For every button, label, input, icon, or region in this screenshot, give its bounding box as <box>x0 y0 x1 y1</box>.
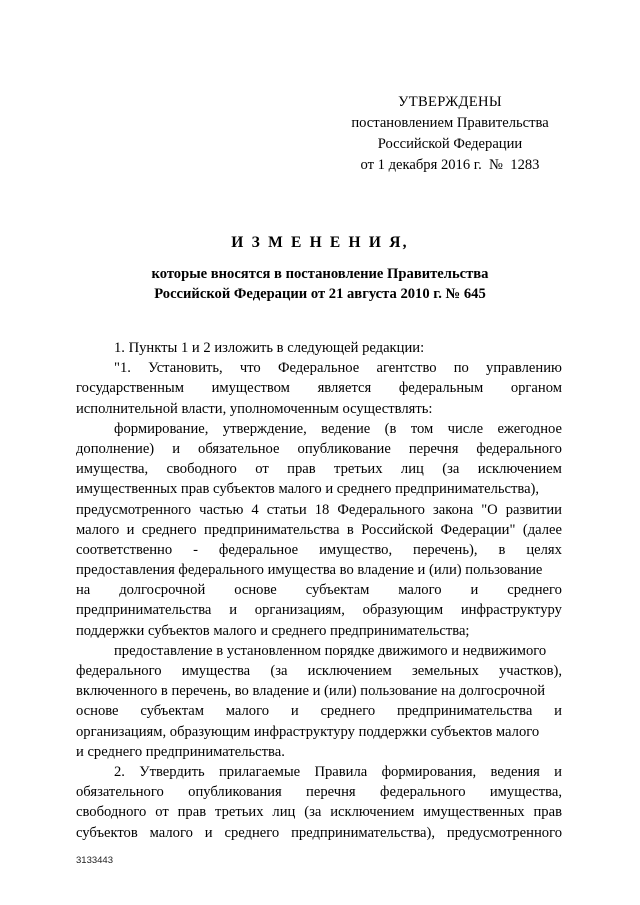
word: инфраструктуру <box>460 602 562 619</box>
word: обязательное <box>198 440 280 457</box>
word: Установить, <box>148 360 223 377</box>
word: перечня <box>408 440 459 457</box>
body-line <box>76 540 562 560</box>
body-line <box>76 459 562 479</box>
body-line <box>76 762 562 782</box>
word: предусмотренного <box>446 824 562 841</box>
word: опубликование <box>297 440 391 457</box>
word: развитии <box>505 501 562 518</box>
word: среднего <box>141 521 197 538</box>
word: субъектам <box>140 703 204 720</box>
word: (за <box>442 461 460 478</box>
word: предпринимательства <box>76 602 212 619</box>
word: формирование, <box>114 420 209 437</box>
word: федеральное <box>218 541 299 558</box>
word: участков), <box>498 663 562 679</box>
word: перечня <box>306 784 356 801</box>
word: прав <box>177 804 207 821</box>
body-line <box>76 661 562 681</box>
word: управлению <box>486 360 562 377</box>
body-line: и среднего предпринимательства. <box>76 743 285 760</box>
word: опубликования <box>188 784 282 801</box>
approval-title: УТВЕРЖДЕНЫ <box>398 94 502 110</box>
body-line <box>76 782 562 802</box>
word: прилагаемые <box>218 763 301 780</box>
word: агентство <box>376 360 437 377</box>
approval-date: от 1 декабря 2016 г. № 1283 <box>360 157 540 173</box>
word: том <box>410 420 434 437</box>
document-subtitle-line-2: Российской Федерации от 21 августа 2010 г. № 645 <box>154 286 486 302</box>
body-line: предоставления федерального имущества во владение и (или) пользование <box>76 562 543 579</box>
word: утверждение, <box>222 420 307 437</box>
word: ведения <box>490 763 540 780</box>
word: федерального <box>76 663 162 679</box>
word: исключением <box>307 663 392 679</box>
word: и <box>554 703 562 720</box>
body-line <box>76 600 562 620</box>
body-line <box>76 378 562 398</box>
document-title: И З М Е Н Е Н И Я, <box>231 234 409 251</box>
document-code: 3133443 <box>76 855 113 866</box>
word: имуществом <box>211 380 290 397</box>
word: имущество, <box>319 541 393 558</box>
word: на <box>76 582 91 599</box>
word: и <box>470 582 479 599</box>
word: субъектов <box>76 824 138 841</box>
word: 4 <box>251 501 259 518</box>
word: 18 <box>314 501 330 518</box>
word: исключением <box>330 804 415 821</box>
word: обязательного <box>76 784 164 801</box>
word: государственным <box>76 380 184 397</box>
word: (за <box>304 804 322 821</box>
word: предпринимательства <box>396 703 533 720</box>
body-line <box>76 439 562 459</box>
word: долгосрочной <box>119 582 206 599</box>
word: малого <box>225 703 270 720</box>
word: малого <box>76 521 120 538</box>
body-line <box>76 802 562 822</box>
word: органом <box>510 380 562 397</box>
document-subtitle-line-1: которые вносятся в постановление Правительства <box>151 266 489 282</box>
word: закона <box>433 501 474 518</box>
word: имущества, <box>489 784 562 801</box>
word: предпринимательства), <box>291 824 435 841</box>
word: организациям, <box>254 602 345 619</box>
word: дополнение) <box>76 440 155 457</box>
word: и <box>204 824 213 841</box>
word: от <box>255 461 269 478</box>
word: малого <box>398 582 442 599</box>
word: и <box>172 440 180 457</box>
approval-line-1: постановлением Правительства <box>351 115 549 131</box>
word: и <box>126 521 135 538</box>
word: среднего <box>507 582 562 599</box>
word: является <box>317 380 372 397</box>
body-line: имущественных прав субъектов малого и среднего предпринимательства), <box>76 481 540 498</box>
word: - <box>193 541 198 558</box>
word: Федерации" <box>440 521 516 538</box>
body-line <box>76 701 562 721</box>
word: по <box>453 360 469 377</box>
body-line <box>76 823 562 843</box>
word: прав <box>533 804 562 821</box>
word: Федерального <box>337 501 425 518</box>
word: имущественных <box>423 804 525 821</box>
word: и <box>229 602 237 619</box>
word: имущества, <box>76 461 149 478</box>
word: Российской <box>361 521 434 538</box>
word: формирования, <box>381 763 477 780</box>
word: Федеральное <box>277 360 360 377</box>
word: (в <box>384 420 397 437</box>
word: в <box>498 541 506 558</box>
approval-line-2: Российской Федерации <box>377 136 523 152</box>
word: от <box>155 804 169 821</box>
word: и <box>290 703 299 720</box>
body-line: поддержки субъектов малого и среднего предпринимательства; <box>76 622 470 639</box>
approval-stamp <box>336 92 564 176</box>
word: числе <box>447 420 484 437</box>
word: земельных <box>411 663 479 679</box>
word: среднего <box>224 824 280 841</box>
word: соответственно <box>76 541 173 558</box>
word: целях <box>526 541 562 558</box>
word: федерального <box>379 784 466 801</box>
body-line <box>76 520 562 540</box>
body-line <box>76 500 562 520</box>
word: 2. <box>114 763 125 780</box>
word: федеральным <box>398 380 484 397</box>
word: третьих <box>334 461 383 478</box>
word: ежегодное <box>497 420 562 437</box>
word: предпринимательства <box>204 521 340 538</box>
word: "1. <box>114 360 131 377</box>
word: Утвердить <box>139 763 205 780</box>
word: что <box>239 360 261 377</box>
word: исключением <box>477 461 562 478</box>
body-line: предоставление в установленном порядке движимого и недвижимого <box>114 642 547 659</box>
word: основе <box>76 703 119 720</box>
word: образующим <box>362 602 444 619</box>
body-line <box>76 580 562 600</box>
body-line: включенного в перечень, во владение и (или) пользование на долгосрочной <box>76 683 546 700</box>
body-line: 1. Пункты 1 и 2 изложить в следующей редакции: <box>114 340 425 356</box>
document-body <box>76 338 562 843</box>
word: основе <box>234 582 277 599</box>
word: перечень), <box>413 541 478 558</box>
word: частью <box>199 501 244 518</box>
word: малого <box>149 824 193 841</box>
word: лиц <box>400 461 424 478</box>
word: "О <box>481 501 498 518</box>
word: среднего <box>320 703 376 720</box>
word: и <box>554 763 562 780</box>
word: лиц <box>272 804 296 821</box>
word: (за <box>270 663 288 679</box>
word: ведение <box>321 420 371 437</box>
word: имущества <box>181 663 251 679</box>
body-line: исполнительной власти, уполномоченным осуществлять: <box>76 400 433 417</box>
word: предусмотренного <box>76 501 192 518</box>
body-line <box>76 419 562 439</box>
word: третьих <box>215 804 264 821</box>
word: в <box>346 521 354 538</box>
body-line: организациям, образующим инфраструктуру поддержки субъектов малого <box>76 723 540 740</box>
body-line <box>76 358 562 378</box>
word: федерального <box>476 440 562 457</box>
word: (далее <box>522 521 562 538</box>
word: субъектам <box>305 582 370 599</box>
word: свободного <box>166 461 237 478</box>
word: прав <box>287 461 316 478</box>
word: статьи <box>266 501 307 518</box>
word: свободного <box>76 804 147 821</box>
word: Правила <box>314 763 368 780</box>
